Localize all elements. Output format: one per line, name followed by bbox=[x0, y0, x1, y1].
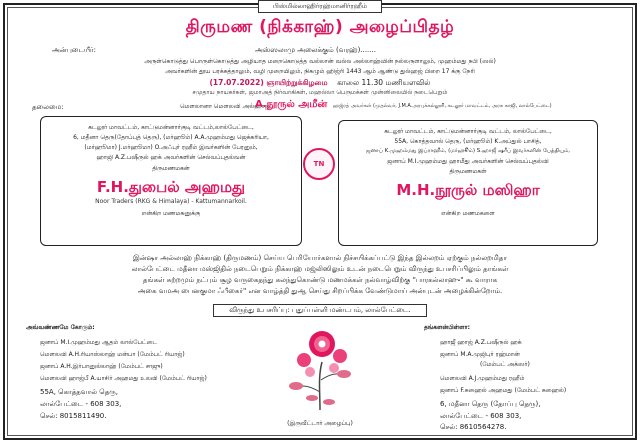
groom-caption: என்கிற மணமகனுக்கு bbox=[141, 210, 201, 217]
bride-name: M.H.நூருல் மஸிஹா bbox=[396, 181, 540, 199]
bride-caption: என்கிற மணமகளை bbox=[441, 210, 495, 217]
groom-address-3: (மர்ஹூமா) J.மர்ஹூமா) O.அஃபுர் ரஹீம் இவர்களின் பேரனும், bbox=[84, 144, 258, 151]
greeting-line: அஸ்ஸலாமு அலைக்கும் (வரஹ்)....... bbox=[255, 46, 376, 54]
top-banner: பிஸ்மில்லாஹிர்ரஹ்மானிர்ரஹீம் bbox=[258, 0, 382, 13]
invitation-line-1: இன்ஷா அல்லாஹ் நிக்காஹ் (திருமணம்) செய்ய பெரியோர்களால் நிச்சயிக்கப்பட்டு இந்த இல்லறம் ஏற்கும் நல்லறமிதா bbox=[132, 254, 507, 262]
groom-address-4: ஹாஜி A.Z.பஷீருல் ஹக் அவர்களின் செல்வப்புதல்வன் bbox=[96, 154, 246, 161]
event-time: காலை 11.30 மணியளவில் bbox=[337, 78, 431, 87]
presiding-suffix: ஹஜ்ரத் அவர்கள் (முதல்வர், J.M.A.அரபுக்கல்லூரி, கடலூர் மாவட்டம், அரசு காஜி, லால்பேட்டை) bbox=[333, 103, 552, 109]
groom-address-2: 6, மதீனா தெரு(தோப்புத் தெரு), (மர்ஹூம்) A.A.முஹம்மது ஜெக்கரியா, bbox=[73, 134, 269, 141]
groom-role: திருமணமகன் bbox=[152, 165, 190, 172]
right-line: ஜனாப் M.A.முஜிபுர் ரஹ்மான் bbox=[440, 351, 520, 358]
left-heading: அவ்வண்ணமே கோரும்: bbox=[26, 324, 95, 331]
right-heading: தங்களன்பிள்ளா: bbox=[424, 324, 471, 331]
presiding-label: தலைமை: bbox=[32, 103, 64, 111]
left-city: லால்பேட்டை - 608 303, bbox=[40, 400, 122, 408]
invitation-line-3: தங்கள் சுற்றமும் நட்பும் சூழ வருகைதந்து கலந்துகொண்டு மணமக்கள் நல்வாழ்விற்கு "பாரகல்லாஹு" கூ வாராக bbox=[142, 276, 498, 284]
groom-work: Noor Traders (RKG & Himalaya) - Kattumannarkoil. bbox=[95, 198, 247, 205]
bride-address-4: ஜனாப் M.I.முஹம்மது ஹாமீது அவர்களின் செல்வப்புதல்வி bbox=[387, 158, 549, 165]
right-line: (மேம்பட் அக்ஸர்) bbox=[480, 361, 530, 368]
invitation-line-4: அகை வமஅ பைனகுமா ஃபீகைர்" என வாழ்த்தி துஆ செய்து சிறப்பிக்க வேண்டுமாய் அன்புடன் அழைக்கின்றோம். bbox=[137, 287, 503, 295]
footer-caption: (இருவீட்டார் அழைப்பு) bbox=[287, 420, 353, 427]
presiding-name: A.நூருல் அமீன் bbox=[255, 99, 328, 110]
presiding-prefix: மௌலானா மௌலவி அல்ஹாஜ் bbox=[180, 103, 270, 110]
intro-line-1: அருள்கொடுத்து பொருள்கொடுத்து அழியாத மறைகொடுத்த வல்லான் வல்ல அல்லாஹ்வின் நல்லருளாலும், முஹம்மது நபி (ஸல்) bbox=[144, 58, 496, 65]
right-address: 6, மதீனா தெரு (தோப்பு தெரு), bbox=[440, 400, 541, 408]
presence-line: சமுதாய நாயகர்கள், ஜமாஅத் நிர்வாகிகள், மஹல்லா பெருமக்கள் முன்னிலையில் நடைபெறும் bbox=[192, 89, 448, 96]
flower-ornament-icon bbox=[282, 322, 358, 412]
left-phone: செல்: 8015811490. bbox=[40, 412, 107, 420]
invitation-line-2: லால்பேட்டை மதீனா மஸ்ஜிதில் நடைபெறும் நிக்காஹ் மஜ்லிஸிலும் உடன் நடைபெறும் விருந்து உபசரிப்பிலும் தாங்கள் bbox=[131, 265, 509, 273]
bride-role: திருமணமகள் bbox=[449, 168, 487, 175]
couple-monogram: TN bbox=[303, 148, 335, 180]
groom-name: F.H.துபைல் அஹமது bbox=[96, 178, 246, 196]
bride-address-1: கடலூர் மாவட்டம், காட்டுமன்னார்குடி வட்டம், லால்பேட்டை, bbox=[384, 128, 552, 135]
event-date: (17.07.2022) ஞாயிற்றுக்கிழமை bbox=[209, 78, 328, 87]
left-line: ஜனாப் M.I.முஹம்மது ஆதம் லால்பேட்டை bbox=[40, 339, 158, 346]
left-line: ஜனாப் A.H.இர்பானுல்லாஹ் (மேம்பட் சாஜு) bbox=[40, 363, 163, 370]
bride-address-3: ஜனாப் K.முஹம்மது இப்ராஹீம், (மர்ஹூம்) S.ஹாஜீ ஷரீப் இவர்களின் பேத்தியும், bbox=[365, 148, 570, 154]
venue-strip: விருந்து உபசரிப்பு: புதுப்பள்ளி மண்டபம், லால்பேட்டை. bbox=[213, 304, 427, 317]
right-city: லால்பேட்டை - 608 303, bbox=[440, 412, 522, 420]
left-line: மௌலவி ஹாஜ்பீ A.யாசிர் அஹமது உலவி (மேம்பட் ரியாஜ்) bbox=[40, 375, 207, 382]
groom-address-1: கடலூர் மாவட்டம், காட்டுமன்னார்குடி வட்டம்,லால்பேட்டை, bbox=[88, 124, 254, 131]
greeting-label: அன்புடையீர்: bbox=[52, 46, 96, 54]
right-line: ஹாஜீ ஹாஜ் A.Z.பஷீருல் ஹக் bbox=[440, 339, 522, 346]
right-line: மௌலவி A.J.முஹம்மது ரஹீம் bbox=[440, 375, 525, 382]
bride-address-2: 55A, கொத்தவால் தெரு, (மர்ஹூம்) K.அப்துல் பாசித், bbox=[394, 138, 542, 145]
page-title: திருமண (நிக்காஹ்) அழைப்பிதழ் bbox=[185, 17, 455, 37]
left-line: மௌலவி A.H.ரியாஸ்லாஹ் மன்பா (மேம்பட் ரியாஜ்) bbox=[40, 351, 185, 358]
right-line: ஜனாப் F.சுஹைல் அஹமது (மேம்பட் சுஹைல்) bbox=[440, 387, 567, 394]
intro-line-2: அவர்களின் தூய பரக்கத்தாலும், வழி முறையிலும், நிகழும் ஹிஜ்ரி 1443 ஆம் ஆண்டு துல்ஹஜ் பிறை 17 க்கு நேரி bbox=[165, 68, 475, 75]
left-address: 55A, கொத்தவால் தெரு, bbox=[40, 388, 118, 396]
right-phone: செல்: 8610564278. bbox=[440, 423, 507, 431]
